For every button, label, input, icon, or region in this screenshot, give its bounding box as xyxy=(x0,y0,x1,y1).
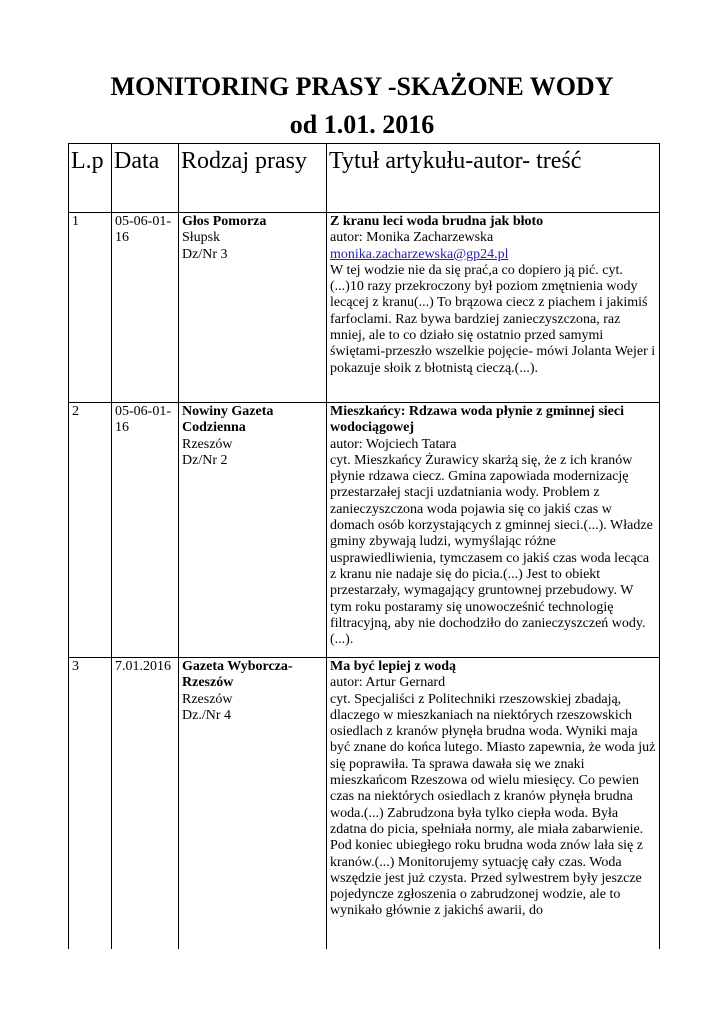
article-author: autor: Monika Zacharzewska xyxy=(330,230,494,246)
press-source-name: Gazeta Wyborcza-Rzeszów xyxy=(182,659,293,691)
header-lp: L.p xyxy=(69,144,112,213)
article-content: cyt. Mieszkańcy Żurawicy skarżą się, że z ich kranów płynie rdzawa ciecz. Gmina zapowiada modernizację przestarzałej stacji uzdatniania wody. Problem z zanieczyszczona woda pojawia się co jakiś czas w domach osób korzystających z gminnej sieci.(...). Władze gminy zbywają ludzi, wymyślając różne usprawiedliwienia, tymczasem co jakiś czas woda lecąca z kranu nie nadaje się do picia.(...) Jest to obiekt przestarzały, wymagający gruntownej przebudowy. W tym roku postaramy się unowocześnić technologię filtracyjną, aby nie dochodziło do zanieczyszczeń wody.(...). xyxy=(330,452,653,648)
press-issue: Dz/Nr 3 xyxy=(182,246,228,262)
press-issue: Dz/Nr 2 xyxy=(182,452,228,468)
author-email-link[interactable]: monika.zacharzewska@gp24.pl xyxy=(330,246,509,262)
article-title: Ma być lepiej z wodą xyxy=(330,659,456,674)
cell-article xyxy=(327,403,660,658)
article-author: autor: Wojciech Tatara xyxy=(330,436,457,452)
cell-lp: 1 xyxy=(69,213,112,403)
cell-article xyxy=(327,658,660,950)
cell-lp: 2 xyxy=(69,403,112,658)
press-issue: Dz./Nr 4 xyxy=(182,707,231,723)
article-author: autor: Artur Gernard xyxy=(330,675,446,691)
article-title: Z kranu leci woda brudna jak błoto xyxy=(330,214,544,229)
press-source-name: Nowiny Gazeta Codzienna xyxy=(182,404,274,436)
press-source-name: Głos Pomorza xyxy=(182,214,267,229)
press-city: Słupsk xyxy=(182,230,221,246)
document-subtitle-date: od 1.01. 2016 xyxy=(289,110,435,139)
article-content: cyt. Specjaliści z Politechniki rzeszowskiej zbadają, dlaczego w mieszkaniach na niektórych rzeszowskich osiedlach z kranów płynęła brudna woda. Wyniki maja być znane do końca lutego. Miasto zapewnia, że woda już się poprawiła. Ta sprawa dawała się we znaki mieszkańcom Rzeszowa od wielu miesięcy. Co pewien czas na niektórych osiedlach z kranów płynęła brudna woda.(...) Zabrudzona była tylko ciepła woda. Była zdatna do picia, spełniała normy, ale miała zabarwienie. Pod koniec ubiegłego roku brudna woda znów lała się z kranów.(...) Monitorujemy sytuację cały czas. Woda wszędzie jest już czysta. Przed sylwestrem były jeszcze pojedyncze zgłoszenia o zabrudzonej wodzie, ale to wynikało głównie z jakichś awarii, do xyxy=(330,691,656,919)
article-content: W tej wodzie nie da się prać,a co dopiero ją pić. cyt.(...)10 razy przekroczony był poziom zmętnienia wody lecącej z kranu(...) To brązowa ciecz z piachem i jakimiś farfoclami. Raz bywa bardziej zanieczyszczona, raz mniej, ale to co działo się ostatnio przed samymi świętami-przeszło wszelkie pojęcie- mówi Jolanta Wejer i pokazuje słoik z błotnistą cieczą.(...). xyxy=(330,262,656,376)
cell-date: 05-06-01-16 xyxy=(112,213,179,403)
cell-lp: 3 xyxy=(69,658,112,950)
header-press-type: Rodzaj prasy xyxy=(179,144,327,213)
cell-press-type xyxy=(179,403,327,658)
press-city: Rzeszów xyxy=(182,436,233,452)
document-title: MONITORING PRASY -SKAŻONE WODY xyxy=(110,72,614,101)
table-row xyxy=(69,213,660,403)
press-monitoring-table xyxy=(68,143,660,949)
cell-date: 05-06-01-16 xyxy=(112,403,179,658)
cell-press-type xyxy=(179,658,327,950)
table-row xyxy=(69,658,660,950)
article-title: Mieszkańcy: Rdzawa woda płynie z gminnej sieci wodociągowej xyxy=(330,404,624,436)
table-row xyxy=(69,403,660,658)
header-article-title: Tytuł artykułu-autor- treść xyxy=(327,144,660,213)
cell-press-type xyxy=(179,213,327,403)
header-date: Data xyxy=(112,144,179,213)
cell-date: 7.01.2016 xyxy=(112,658,179,950)
press-city: Rzeszów xyxy=(182,691,233,707)
cell-article xyxy=(327,213,660,403)
table-header-row xyxy=(69,144,660,213)
